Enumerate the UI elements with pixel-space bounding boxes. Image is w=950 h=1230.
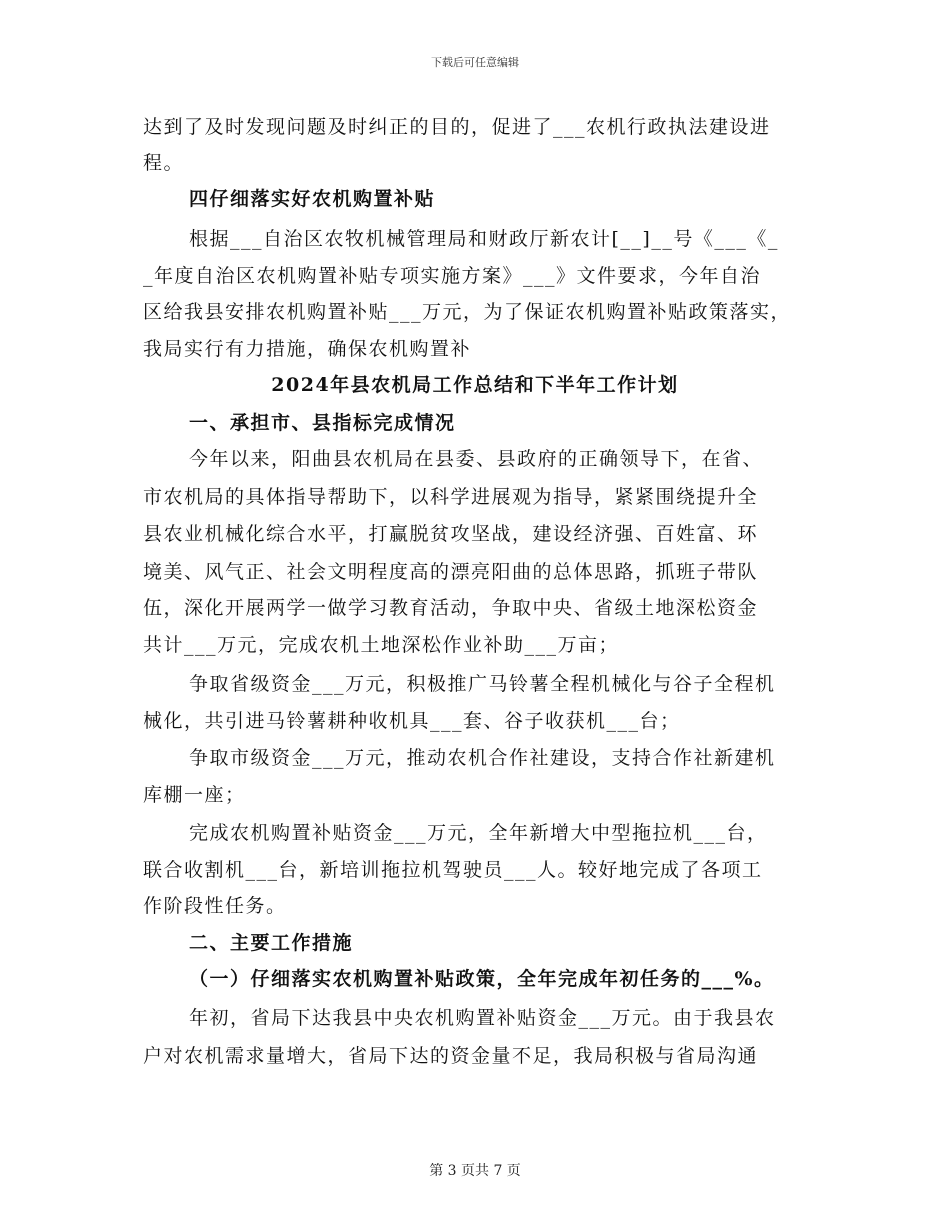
paragraph-line: 争取市级资金___万元，推动农机合作社建设，支持合作社新建机 — [189, 747, 776, 769]
paragraph-line: 境美、风气正、社会文明程度高的漂亮阳曲的总体思路，抓班子带队 — [143, 561, 759, 583]
page-header: 下载后可任意编辑 — [431, 56, 519, 69]
paragraph-line: 今年以来，阳曲县农机局在县委、县政府的正确领导下，在省、 — [189, 448, 764, 470]
paragraph-line: 年初，省局下达我县中央农机购置补贴资金___万元。由于我县农 — [189, 1007, 776, 1029]
subsection-heading: （一）仔细落实农机购置补贴政策，全年完成年初任务的___%。 — [189, 968, 775, 990]
paragraph-line: 我局实行有力措施，确保农机购置补 — [143, 338, 472, 360]
paragraph-line: _年度自治区农机购置补贴专项实施方案》___》文件要求，今年自治 — [143, 265, 762, 287]
paragraph-line: 程。 — [143, 152, 185, 174]
page-footer: 第 3 页共 7 页 — [429, 1163, 521, 1179]
paragraph-line: 库棚一座； — [143, 784, 246, 806]
paragraph-line: 达到了及时发现问题及时纠正的目的，促进了___农机行政执法建设进 — [143, 116, 771, 138]
section-heading: 四仔细落实好农机购置补贴 — [189, 188, 436, 210]
paragraph-line: 户对农机需求量增大，省局下达的资金量不足，我局积极与省局沟通 — [143, 1045, 759, 1067]
section-heading: 一、承担市、县指标完成情况 — [189, 412, 456, 434]
paragraph-line: 根据___自治区农牧机械管理局和财政厅新农计[__]__号《___《_ — [189, 228, 779, 250]
paragraph-line: 完成农机购置补贴资金___万元，全年新增大中型拖拉机___台， — [189, 822, 768, 844]
paragraph-line: 伍，深化开展两学一做学习教育活动，争取中央、省级土地深松资金 — [143, 597, 759, 619]
paragraph-line: 联合收割机___台，新培训拖拉机驾驶员___人。较好地完成了各项工 — [143, 859, 763, 881]
document-title: 2024年县农机局工作总结和下半年工作计划 — [271, 374, 679, 396]
paragraph-line: 区给我县安排农机购置补贴___万元，为了保证农机购置补贴政策落实， — [143, 301, 792, 323]
paragraph-line: 共计___万元，完成农机土地深松作业补助___万亩； — [143, 634, 620, 656]
paragraph-line: 市农机局的具体指导帮助下，以科学进展观为指导，紧紧围绕提升全 — [143, 486, 759, 508]
paragraph-line: 县农业机械化综合水平，打赢脱贫攻坚战，建设经济强、百姓富、环 — [143, 523, 759, 545]
paragraph-line: 作阶段性任务。 — [143, 895, 287, 917]
section-heading: 二、主要工作措施 — [189, 932, 354, 954]
paragraph-line: 械化，共引进马铃薯耕种收机具___套、谷子收获机___台； — [143, 710, 681, 732]
paragraph-line: 争取省级资金___万元，积极推广马铃薯全程机械化与谷子全程机 — [189, 673, 776, 695]
